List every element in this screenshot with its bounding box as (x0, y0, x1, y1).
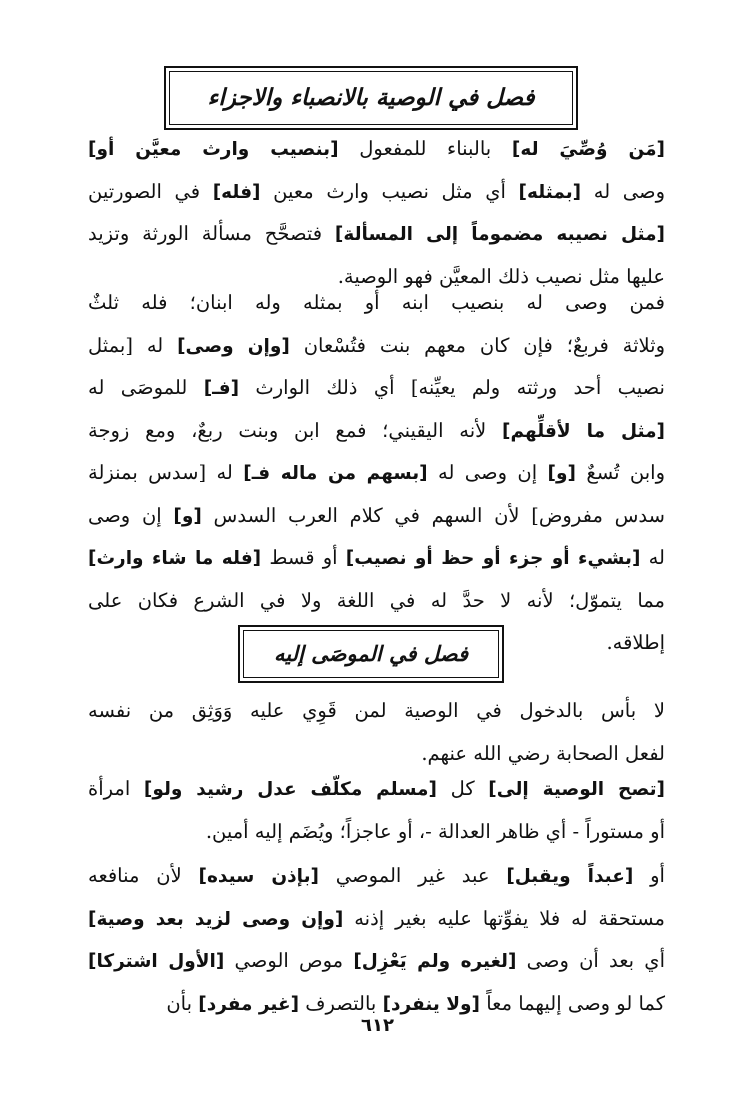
paragraph (88, 128, 665, 298)
paragraph (88, 768, 665, 853)
text-line: [مَن وُصِّيَ له] بالبناء للمفعول [بنصيب وارث معيَّن أو] (88, 137, 665, 160)
text-line: [مثل نصيبه مضموماً إلى المسألة] فتصحَّح مسألة الورثة وتزيد (88, 222, 665, 245)
page-number: ٦١٢ (361, 1015, 394, 1036)
paragraph (88, 690, 665, 775)
text-line: مستحقة له فلا يفوِّتها عليه بغير إذنه [وإن وصى لزيد بعد وصية] (88, 906, 665, 930)
text-line: إطلاقه. (606, 631, 665, 654)
text-line: كما لو وصى إليهما معاً [ولا ينفرد] بالتصرف [غير مفرد] بأن (166, 991, 665, 1015)
text-line: لفعل الصحابة رضي الله عنهم. (421, 741, 665, 765)
text-line: فمن وصى له بنصيب ابنه أو بمثله وله ابنان؛ فله ثلثٌ (88, 291, 665, 314)
text-line: أو [عبداً ويقبل] عبد غير الموصي [بإذن سيده] لأن منافعه (88, 864, 665, 887)
section-heading-frame (238, 625, 504, 683)
text-line: وصى له [بمثله] أي مثل نصيب وارث معين [فله] في الصورتين (88, 179, 665, 203)
text-line: له [بشيء أو جزء أو حظ أو نصيب] أو قسط [فله ما شاء وارث] (88, 546, 665, 569)
text-line: [تصح الوصية إلى] كل [مسلم مكلّف عدل رشيد ولو] امرأة (88, 777, 665, 800)
text-line: وثلاثة فربعٌ؛ فإن كان معهم بنت فتُسْعان [وإن وصى] له [بمثل (88, 333, 666, 357)
text-line: سدس مفروض] لأن السهم في كلام العرب السدس [و] إن وصى (88, 503, 665, 527)
text-line: مما يتموّل؛ لأنه لا حدَّ له في اللغة ولا في الشرع فكان على (88, 588, 665, 612)
paragraph (88, 855, 665, 1025)
paragraph (88, 282, 665, 665)
text-line: وابن تُسعٌ [و] إن وصى له [بسهم من ماله فـ] له [سدس بمنزلة (88, 461, 665, 484)
section-heading: فصل في الوصية بالانصباء والاجزاء (169, 71, 573, 125)
text-line: لا بأس بالدخول في الوصية لمن قَوِي عليه وَوَثِق من نفسه (88, 699, 665, 722)
text-line: أي بعد أن وصى [لغيره ولم يَعْزِل] موص الوصي [الأول اشتركا] (88, 949, 665, 972)
text-line: [مثل ما لأقلِّهم] لأنه اليقيني؛ فمع ابن وبنت ربعٌ، ومع زوجة (88, 418, 665, 442)
section-heading-frame (164, 66, 578, 130)
section-heading: فصل في الموصَى إليه (243, 630, 499, 678)
text-line: نصيب أحد ورثته ولم يعيِّنه] أي ذلك الوارث [فـ] للموصَى له (88, 376, 665, 399)
text-line: أو مستوراً - أي ظاهر العدالة -، أو عاجزاً؛ ويُضَم إليه أمين. (205, 819, 665, 843)
text-line: عليها مثل نصيب ذلك المعيَّن فهو الوصية. (337, 264, 665, 288)
